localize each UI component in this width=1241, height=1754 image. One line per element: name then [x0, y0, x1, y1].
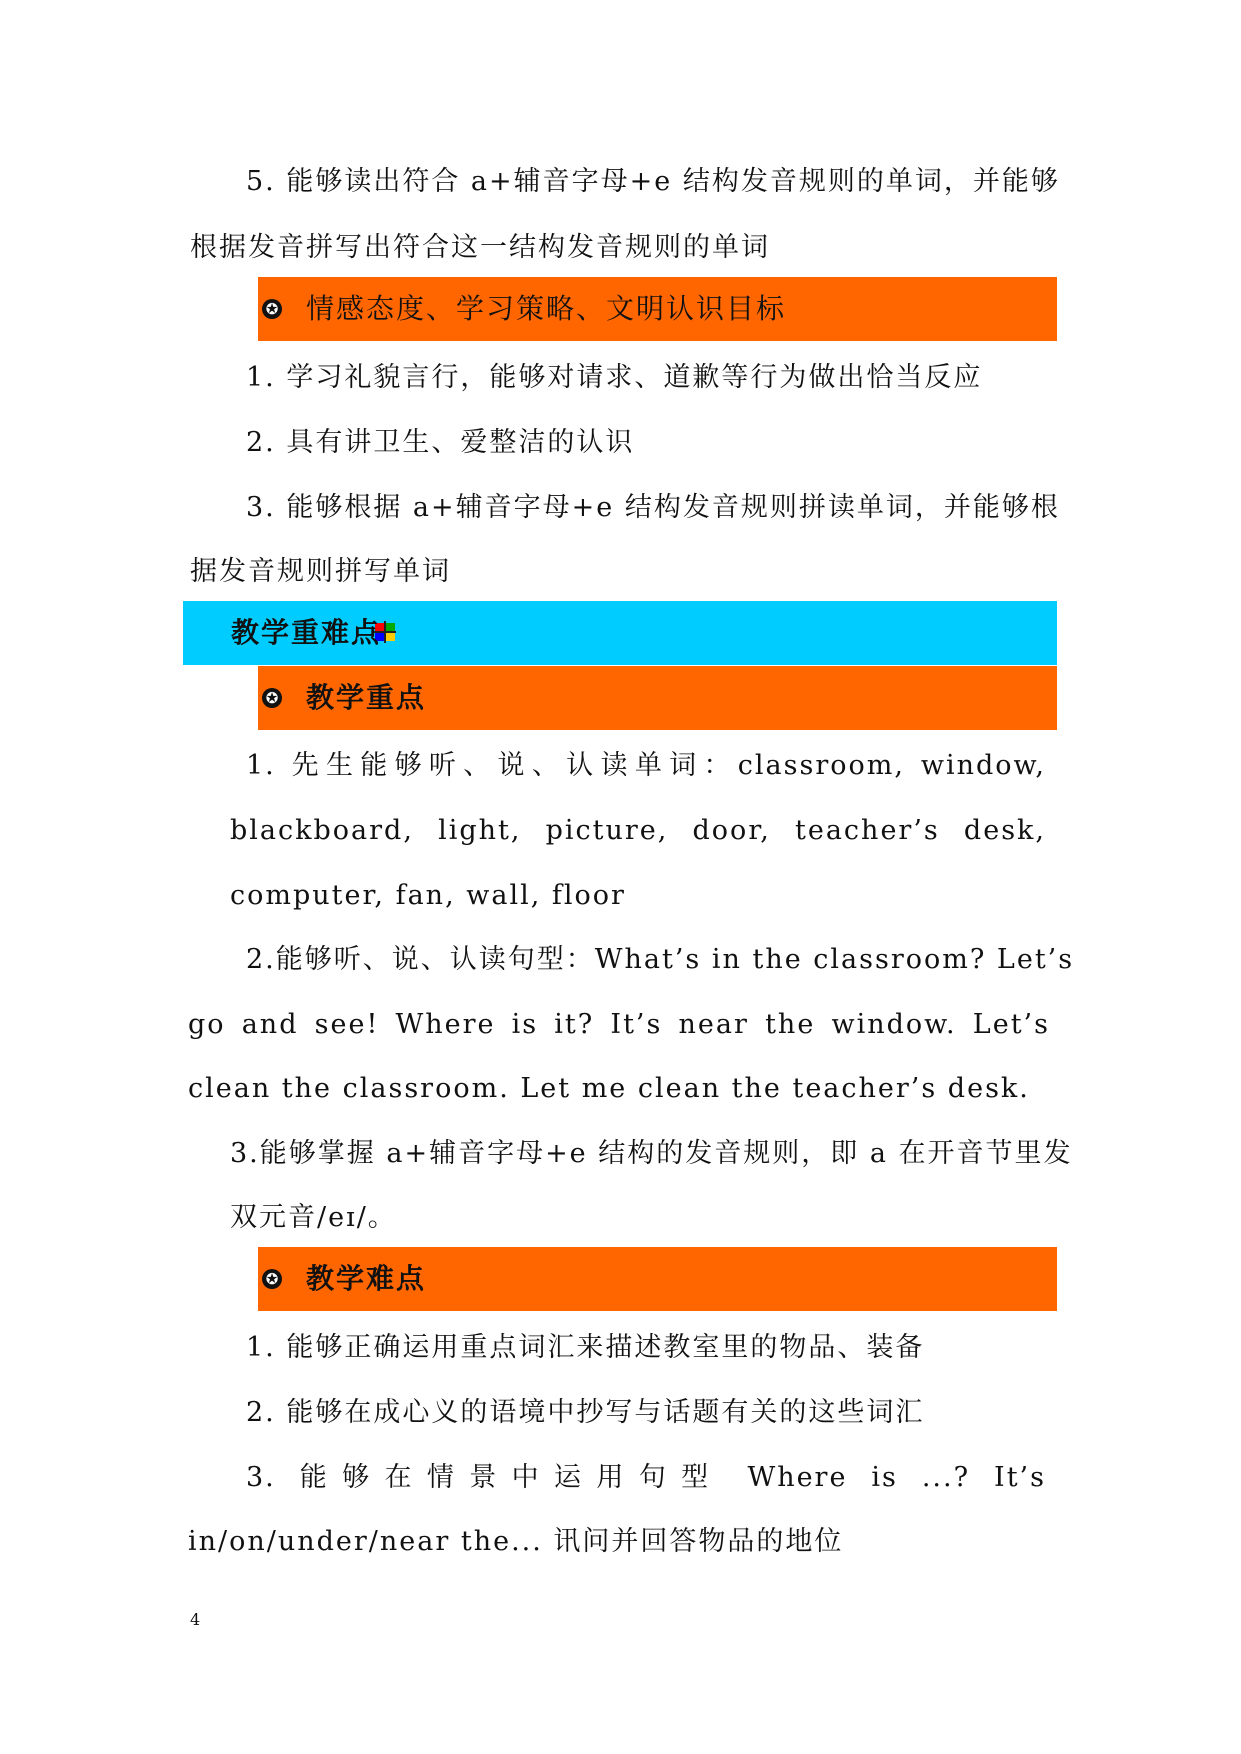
text-line: 2. 具有讲卫生、爱整洁的认识 — [246, 427, 635, 458]
heading-text: 情感态度、学习策略、文明认识目标 — [306, 292, 787, 325]
text-line: 1. 学习礼貌言行，能够对请求、道歉等行为做出恰当反应 — [246, 362, 983, 393]
text-line: go and see! Where is it? It’s near the window. Let’s — [188, 1009, 1050, 1040]
text-line: 1. 能够正确运用重点词汇来描述教室里的物品、装备 — [246, 1332, 925, 1363]
heading-bar-key-difficult — [183, 601, 1057, 665]
text-line: 根据发音拼写出符合这一结构发音规则的单词 — [190, 232, 770, 263]
heading-text: 教学难点 — [306, 1262, 427, 1295]
text-line: 3.能够掌握 a+辅音字母+e 结构的发音规则，即 a 在开音节里发 — [230, 1138, 1073, 1169]
text-line: 3. 能够根据 a+辅音字母+e 结构发音规则拼读单词，并能够根 — [246, 492, 1060, 523]
text-line: 2.能够听、说、认读句型：What’s in the classroom? Let’s — [246, 944, 1075, 975]
heading-text: 教学重难点 — [231, 616, 382, 649]
star-bullet-icon: ✪ — [262, 1269, 282, 1289]
text-line: clean the classroom. Let me clean the teacher’s desk. — [188, 1073, 1030, 1104]
heading-bar-key-points — [258, 666, 1057, 730]
text-line: 2. 能够在成心义的语境中抄写与话题有关的这些词汇 — [246, 1397, 925, 1428]
text-line: blackboard, light, picture, door, teacher’s desk, — [230, 815, 1046, 846]
text-line: 双元音/eɪ/。 — [230, 1202, 397, 1233]
star-bullet-icon: ✪ — [262, 299, 282, 319]
text-line: 据发音规则拼写单词 — [190, 556, 451, 587]
star-bullet-icon: ✪ — [262, 688, 282, 708]
page-number: 4 — [190, 1610, 201, 1629]
text-line: in/on/under/near the... 讯问并回答物品的地位 — [188, 1526, 844, 1557]
heading-bar-difficult-points — [258, 1247, 1057, 1311]
text-line: 3. 能够在情景中运用句型 Where is ...? It’s — [246, 1462, 1046, 1493]
heading-bar-emotion-goals — [258, 277, 1057, 341]
text-line: 5. 能够读出符合 a+辅音字母+e 结构发音规则的单词，并能够 — [246, 166, 1060, 197]
heading-text: 教学重点 — [306, 681, 427, 714]
text-line: computer, fan, wall, floor — [230, 880, 626, 911]
text-line: 1. 先生能够听、说、认读单词：classroom, window, — [246, 750, 1046, 781]
